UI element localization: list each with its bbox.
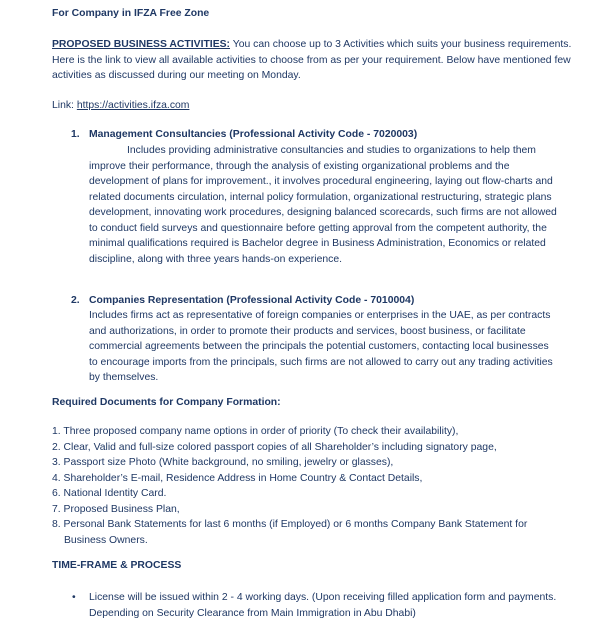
activity-1-number: 1. xyxy=(71,129,80,140)
list-item: 7. Proposed Business Plan, xyxy=(52,503,180,515)
list-item: 2. Clear, Valid and full-size colored passport copies of all Shareholder’s including signatory page, xyxy=(52,441,497,453)
activity-2-number: 2. xyxy=(71,295,80,306)
activity-1-description-text: Includes providing administrative consultancies and studies to organizations to help them improve their performance, through the analysis of existing organizational problems and the development of plans for improvement., it involves procedural engineering, laying out flow-charts and related documents circulation, internal policy formulation, organizational restructuring, strategic plans development, innovating work procedures, designing balanced scorecards, such firms are not allowed to conduct field surveys and questionnaire before getting approval from the competent authority, the minimal qualifications required is Bachelor degree in Business Administration, Economics or related discipline, along with three years hands-on experience. xyxy=(89,145,557,265)
activity-1-description xyxy=(89,143,559,267)
timeframe-text: License will be issued within 2 - 4 working days. (Upon receiving filled application form and payments. Depending on Security Clearance from Main Immigration in Abu Dhabi) xyxy=(89,592,557,619)
activity-2-description: Includes firms act as representative of foreign companies or enterprises in the UAE, as per contracts and authorizations, in order to promote their products and services, boost business, or facilitate commercial agreements between the principals the potential customers, contacting local businesses to encourage imports from the principals, such firms are not allowed to carry out any trading activities by themselves. xyxy=(89,310,553,383)
proposed-activities-paragraph xyxy=(52,37,572,84)
list-item: 8. Personal Bank Statements for last 6 months (if Employed) or 6 months Company Bank Statement for Business Owners. xyxy=(52,519,528,546)
list-item: 4. Shareholder’s E-mail, Residence Address in Home Country & Contact Details, xyxy=(52,472,423,484)
link-label: Link: xyxy=(52,100,77,111)
required-documents-title: Required Documents for Company Formation: xyxy=(52,397,281,408)
proposed-activities-label: PROPOSED BUSINESS ACTIVITIES: xyxy=(52,39,231,50)
required-documents-list xyxy=(52,424,562,548)
timeframe-title: TIME-FRAME & PROCESS xyxy=(52,560,182,571)
document-heading: For Company in IFZA Free Zone xyxy=(52,8,210,19)
activity-1-title: Management Consultancies (Professional Activity Code - 7020003) xyxy=(89,129,418,140)
proposed-activities-text: You can choose up to 3 Activities which suits your business requirements. Here is the link to view all available activities to choose from as per your requirement. Below have mentioned few activities as discussed during our meeting on Monday. xyxy=(52,39,572,81)
link-line xyxy=(52,98,189,114)
list-item: 3. Passport size Photo (White background, no smiling, jewelry or glasses), xyxy=(52,457,394,468)
list-item: 1. Three proposed company name options in order of priority (To check their availability), xyxy=(52,426,459,437)
activities-link[interactable]: https://activities.ifza.com xyxy=(76,100,190,111)
activity-2-title: Companies Representation (Professional Activity Code - 7010004) xyxy=(89,295,415,306)
list-item: 6. National Identity Card. xyxy=(52,488,167,499)
bullet-icon: • xyxy=(72,592,76,603)
